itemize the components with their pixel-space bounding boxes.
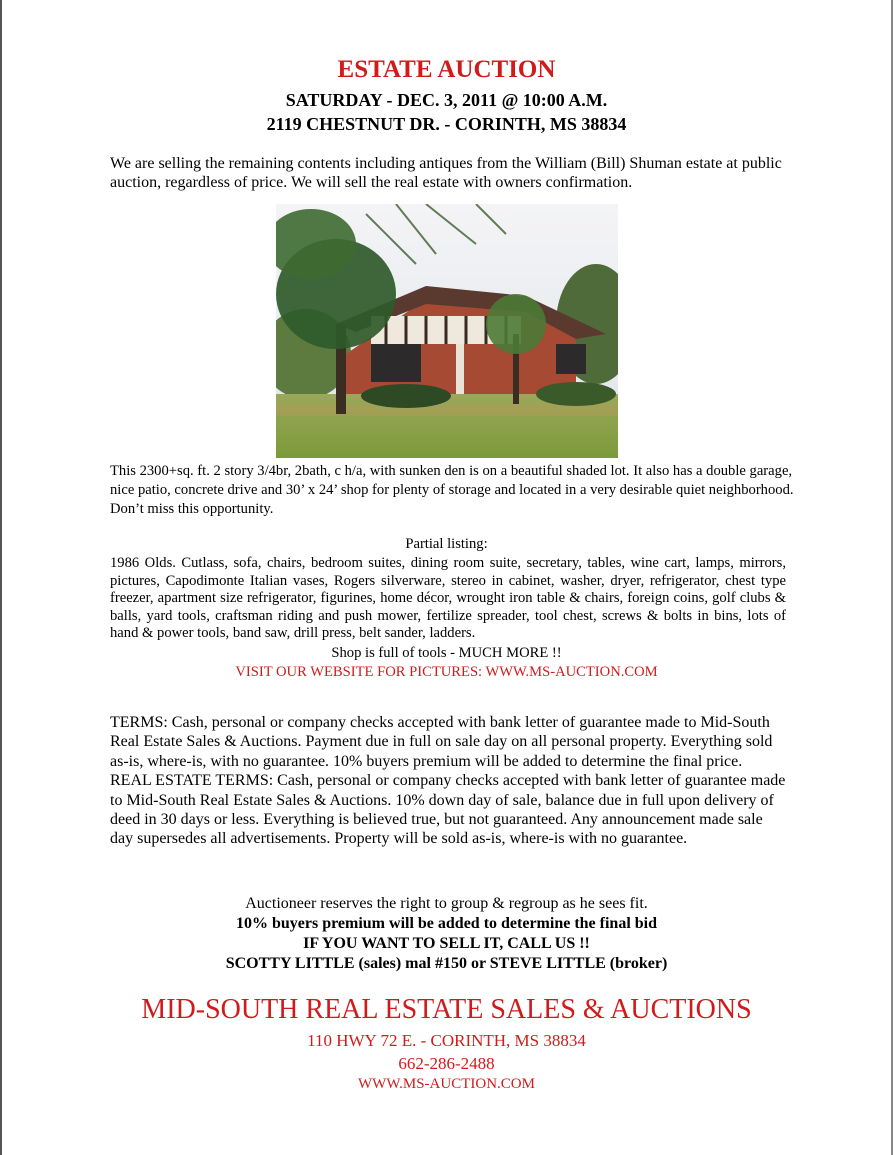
real-estate-terms-paragraph: REAL ESTATE TERMS: Cash, personal or company checks accepted with bank letter of guarantee made to Mid-South Real Estate Sales & Auctions. 10% down day of sale, balance due in full upon delivery of deed in 30 days or less. Everything is believed true, but not guaranteed. Any announcement made sale day supersedes all advertisements. Property will be sold as-is, where-is with no guarantee. [110, 772, 786, 848]
auction-date: SATURDAY - DEC. 3, 2011 @ 10:00 A.M. [285, 90, 608, 110]
page-border-left [0, 0, 2, 1155]
contacts-line: SCOTTY LITTLE (sales) mal #150 or STEVE LITTLE (broker) [225, 955, 668, 972]
company-address: 110 HWY 72 E. - CORINTH, MS 38834 [307, 1031, 586, 1050]
more-items-note: Shop is full of tools - MUCH MORE !! [331, 645, 562, 661]
terms-section [110, 713, 786, 849]
buyers-premium-notice: 10% buyers premium will be added to determine the final bid [235, 915, 658, 932]
house-photo [276, 204, 618, 458]
company-website[interactable]: WWW.MS-AUCTION.COM [358, 1076, 535, 1092]
company-phone[interactable]: 662-286-2488 [398, 1054, 495, 1073]
terms-paragraph: TERMS: Cash, personal or company checks accepted with bank letter of guarantee made to Mid-South Real Estate Sales & Auctions. Payment due in full on sale day on all personal property. Everything sold as-is, where-is, with no guarantee. 10% buyers premium will be added to determine the final price. [110, 714, 773, 770]
regroup-notice: Auctioneer reserves the right to group & regroup as he sees fit. [245, 895, 648, 912]
property-description: This 2300+sq. ft. 2 story 3/4br, 2bath, c h/a, with sunken den is on a beautiful shaded lot. It also has a double garage, nice patio, concrete drive and 30’ x 24’ shop for plenty of storage and located in a very desirable quiet neighborhood. Don’t miss this opportunity. [110, 463, 794, 517]
partial-listing-heading: Partial listing: [405, 536, 488, 552]
company-name: MID-SOUTH REAL ESTATE SALES & AUCTIONS [141, 994, 752, 1025]
website-pictures-link[interactable]: VISIT OUR WEBSITE FOR PICTURES: WWW.MS-AUCTION.COM [235, 664, 658, 680]
intro-paragraph: We are selling the remaining contents including antiques from the William (Bill) Shuman estate at public auction, regardless of price. We will sell the real estate with owners confirmation. [110, 155, 782, 191]
partial-listing-text: 1986 Olds. Cutlass, sofa, chairs, bedroom suites, dining room suite, secretary, tables, wine cart, lamps, mirrors, pictures, Capodimonte Italian vases, Rogers silverware, stereo in cabinet, washer, dryer, refrigerator, chest type freezer, apartment size refrigerator, figurines, home décor, wrought iron table & chairs, foreign coins, golf clubs & balls, yard tools, craftsman riding and push mower, fertilize spreader, tool chest, screws & bolts in bins, lots of hand & power tools, band saw, drill press, belt sander, ladders. [110, 555, 786, 642]
page-title: ESTATE AUCTION [337, 56, 556, 83]
auction-address: 2119 CHESTNUT DR. - CORINTH, MS 38834 [266, 114, 627, 134]
sell-call-notice: IF YOU WANT TO SELL IT, CALL US !! [303, 935, 590, 952]
